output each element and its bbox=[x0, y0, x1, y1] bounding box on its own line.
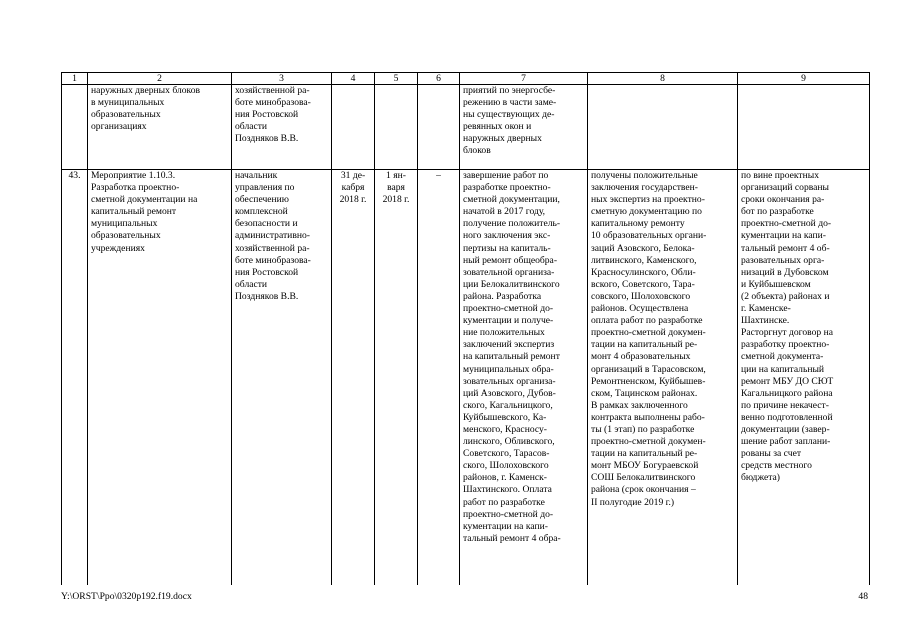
column-number: 1 bbox=[62, 73, 88, 85]
column-number: 6 bbox=[418, 73, 460, 85]
responsible-cell: начальник управления по обеспечению комплексной безопасности и административно- хозяйственной ра- боте минобразова- ния Ростовской области Поздняков В.В. bbox=[232, 170, 332, 586]
row-number-cell bbox=[62, 85, 88, 170]
issues-cell: по вине проектных организаций сорваны сроки окончания ра- бот по разработке проектно-сметной до- кументации на капи- тальный ремонт 4 об- разовательных орга- низаций в Дубовском и Куйбышевском (2 объекта) районах и г. Каменске- Шахтинске. Расторгнут договор на разработку проектно- сметной документа- ции на капитальный ремонт МБУ ДО СЮТ Кагальницкого района по причине некачест- венно подготовленной документации (завер- шение работ заплани- рованы за счет средств местного бюджета) bbox=[738, 170, 870, 586]
footer-page-number: 48 bbox=[858, 591, 868, 602]
actual-result-cell bbox=[588, 85, 738, 170]
expected-result-cell: приятий по энергосбе- режению в части заме- ны существующих де- ревянных окон и наружных дверных блоков bbox=[460, 85, 588, 170]
actual-result-cell: получены положительные заключения государствен- ных экспертиз на проектно- сметную документацию по капитальному ремонту 10 образовательных органи- заций Азовского, Белока- литвинского, Каменского, Красносулинского, Обли- вского, Советского, Тара- совского, Шолоховского районов. Осуществлена оплата работ по разработке проектно-сметной докумен- тации на капитальный ре- монт 4 образовательных организаций в Тарасовском, Ремонтненском, Куйбышев- ском, Тацинском районах. В рамках заключенного контракта выполнены рабо- ты (1 этап) по разработке проектно-сметной докумен- тации на капитальный ре- монт МБОУ Богураевской СОШ Белокалитвинского района (срок окончания – II полугодие 2019 г.) bbox=[588, 170, 738, 586]
column-number-row bbox=[62, 73, 870, 85]
report-table bbox=[61, 72, 870, 585]
column-number: 8 bbox=[588, 73, 738, 85]
table-row-continued bbox=[62, 85, 870, 170]
actual-date-cell: 1 ян- варя 2018 г. bbox=[375, 170, 418, 586]
planned-date-cell bbox=[332, 85, 375, 170]
column-number: 2 bbox=[88, 73, 232, 85]
issues-cell bbox=[738, 85, 870, 170]
column-number: 4 bbox=[332, 73, 375, 85]
planned-date-cell: 31 де- кабря 2018 г. bbox=[332, 170, 375, 586]
extra-date-cell bbox=[418, 85, 460, 170]
measure-name-cell: наружных дверных блоков в муниципальных образовательных организациях bbox=[88, 85, 232, 170]
column-number: 9 bbox=[738, 73, 870, 85]
actual-date-cell bbox=[375, 85, 418, 170]
responsible-cell: хозяйственной ра- боте минобразова- ния Ростовской области Поздняков В.В. bbox=[232, 85, 332, 170]
column-number: 3 bbox=[232, 73, 332, 85]
extra-date-cell: – bbox=[418, 170, 460, 586]
footer-file-path: Y:\ORST\Ppo\0320p192.f19.docx bbox=[61, 591, 192, 602]
measure-name-cell: Мероприятие 1.10.3. Разработка проектно- сметной документации на капитальный ремонт муниципальных образовательных учреждениях bbox=[88, 170, 232, 586]
column-number: 5 bbox=[375, 73, 418, 85]
expected-result-cell: завершение работ по разработке проектно- сметной документации, начатой в 2017 году, получение положитель- ного заключения экс- пертизы на капиталь- ный ремонт общеобра- зовательной организа- ции Белокалитвинского района. Разработка проектно-сметной до- кументации и получе- ние положительных заключений экспертиз на капитальный ремонт муниципальных обра- зовательных организа- ций Азовского, Дубов- ского, Кагальницкого, Куйбышевского, Ка- менского, Красносу- линского, Обливского, Советского, Тарасов- ского, Шолоховского районов, г. Каменск- Шахтинского. Оплата работ по разработке проектно-сметной до- кументации на капи- тальный ремонт 4 обра- bbox=[460, 170, 588, 586]
row-number-cell: 43. bbox=[62, 170, 88, 586]
table-row bbox=[62, 170, 870, 586]
column-number: 7 bbox=[460, 73, 588, 85]
